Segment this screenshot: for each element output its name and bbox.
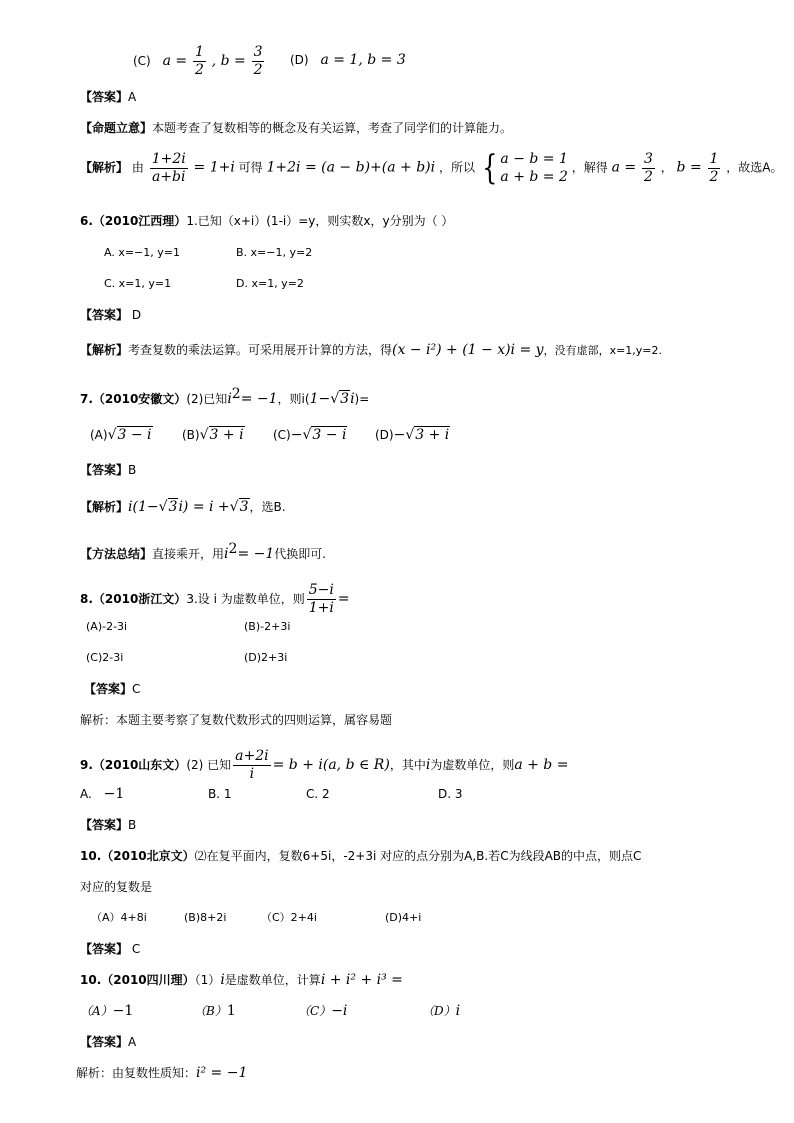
fraction: $\frac{1}{2}$ <box>709 150 719 185</box>
question-7: 7.（2010安徽文）(2)已知$i^2= -1$，则i(1−√3i)= <box>80 386 370 407</box>
question-6-options-cd: C. x=1, y=1 D. x=1, y=2 <box>104 277 304 290</box>
option-d-line: (D) a = 1, b = 3 <box>290 52 406 68</box>
question-9-options: A. −1 B. 1 C. 2 D. 3 <box>80 786 463 802</box>
question-8-options-ab: (A)-2-3i (B)-2+3i <box>86 620 291 633</box>
answer-line: 【答案】C <box>84 682 141 696</box>
method-summary-line: 【方法总结】直接乘开，用$i^2= -1$代换即可. <box>80 541 327 562</box>
answer-line: 【答案】A <box>80 90 137 104</box>
question-6-options-ab: A. x=−1, y=1 B. x=−1, y=2 <box>104 246 313 259</box>
analysis-line: 【解析】 由 $\frac{1+2i}{a+bi}$ = 1+i 可得 1+2i = (a − b)+(a + b)i ，所以 { a − b = 1 a + b = 2 ，解得 a = $\frac{3}{2}$ ， b = $\frac{1}{2}$ ，故选A。 <box>80 148 783 188</box>
analysis-line: 【解析】考查复数的乘法运算。可采用展开计算的方法，得(x − i²) + (1 − x)i = y，没有虚部，x=1,y=2. <box>80 342 663 358</box>
fraction: $\frac{1+2i}{a+bi}$ <box>151 150 186 185</box>
question-10-continuation: 对应的复数是 <box>80 880 153 894</box>
option-c-label: (C) <box>133 54 151 68</box>
fraction: $\frac{a+2i}{i}$ <box>235 748 269 782</box>
question-8-options-cd: (C)2-3i (D)2+3i <box>86 651 288 664</box>
option-d-label: (D) <box>290 53 309 67</box>
answer-line: 【答案】 D <box>80 308 142 322</box>
equation-system: a − b = 1 a + b = 2 <box>500 151 568 185</box>
answer-line: 【答案】B <box>80 818 137 832</box>
answer-tag: 【答案】 <box>80 90 129 104</box>
question-10-beijing: 10.（2010北京文）⑵在复平面内，复数6+5i，-2+3i 对应的点分别为A,B.若C为线段AB的中点，则点C <box>80 849 642 863</box>
fraction: $\frac{5-i}{1+i}$ <box>308 582 334 616</box>
analysis-line: 解析：由复数性质知：i² = −1 <box>76 1065 248 1081</box>
intent-line: 【命题立意】本题考查了复数相等的概念及有关运算，考查了同学们的计算能力。 <box>80 121 513 135</box>
brace: { <box>482 148 498 188</box>
answer-line: 【答案】A <box>80 1035 137 1049</box>
analysis-line: 解析：本题主要考察了复数代数形式的四则运算，属容易题 <box>80 713 393 727</box>
question-11-options: （A）−1 （B）1 （C）−i （D）i <box>80 1003 461 1019</box>
intent-tag: 【命题立意】 <box>80 121 153 135</box>
question-6: 6.（2010江西理）1.已知（x+i）(1-i）=y，则实数x，y分别为（ ） <box>80 214 454 228</box>
question-9: 9.（2010山东文）(2) 已知 $\frac{a+2i}{i}$ = b + i(a, b ∈ R)，其中i为虚数单位，则a + b = <box>80 748 569 782</box>
analysis-tag: 【解析】 <box>80 160 129 175</box>
answer-line: 【答案】B <box>80 463 137 477</box>
analysis-line: 【解析】i(1−√3i) = i +√3，选B. <box>80 499 286 515</box>
question-10-sichuan: 10.（2010四川理）（1）i是虚数单位，计算i + i² + i³ = <box>80 972 403 988</box>
question-8: 8.（2010浙江文）3.设 i 为虚数单位，则 $\frac{5-i}{1+i}$ = <box>80 582 350 616</box>
answer-line: 【答案】 C <box>80 942 141 956</box>
question-10-options: （A）4+8i (B)8+2i （C）2+4i (D)4+i <box>91 911 422 924</box>
option-c-line: (C) a = $\frac{1}{2}$ , b = $\frac{3}{2}$ <box>133 44 263 78</box>
fraction: $\frac{3}{2}$ <box>253 44 263 78</box>
fraction: $\frac{1}{2}$ <box>194 44 204 78</box>
fraction: $\frac{3}{2}$ <box>643 150 653 185</box>
question-7-options: (A)√3 − i (B)√3 + i (C)−√3 − i (D)−√3 + i <box>90 427 450 443</box>
